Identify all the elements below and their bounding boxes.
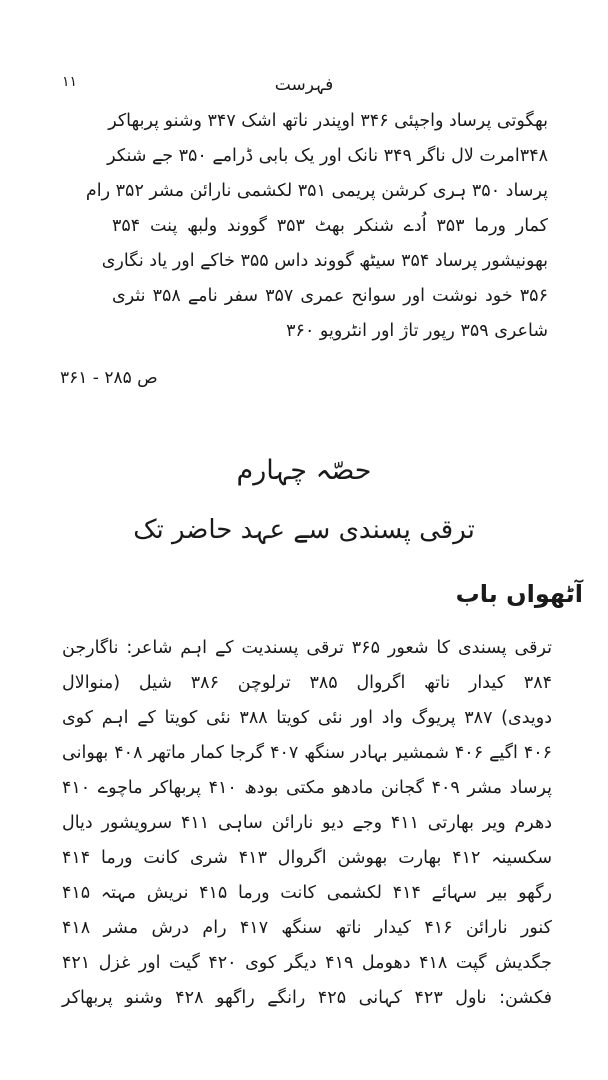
chapter-heading: آٹھواں باب	[455, 580, 583, 608]
toc-line: ۳۴۸امرت لال ناگر ۳۴۹ نانک اور یک بابی ڈرامے ۳۵۰ جے شنکر	[107, 146, 548, 166]
toc-line: سکسینہ ۴۱۲ بھارت بھوشن اگروال ۴۱۳ شری کانت ورما ۴۱۴	[62, 848, 552, 868]
toc-line: رگھو بیر سہائے ۴۱۴ لکشمی کانت ورما ۴۱۵ نریش مہتہ ۴۱۵	[62, 883, 553, 903]
toc-section-one	[85, 104, 548, 349]
toc-chapter-eight	[62, 631, 552, 1016]
toc-line: ۳۸۴ کیدار ناتھ اگروال ۳۸۵ ترلوچن ۳۸۶ شیل (منوالال	[62, 673, 552, 693]
toc-line: ۴۰۶ اگیے ۴۰۶ شمشیر بہادر سنگھ ۴۰۷ گرجا کمار ماتھر ۴۰۸ بھوانی	[62, 743, 553, 763]
toc-line: پرساد ۳۵۰ ہری کرشن پریمی ۳۵۱ لکشمی نارائن مشر ۳۵۲ رام	[85, 181, 548, 201]
toc-line: بھگوتی پرساد واجپئی ۳۴۶ اوپندر ناتھ اشک ۳۴۷ وشنو پربھاکر	[108, 111, 548, 131]
toc-line: شاعری ۳۵۹ رپور تاژ اور انٹرویو ۳۶۰	[286, 321, 548, 341]
toc-line: فکشن: ناول ۴۲۳ کہانی ۴۲۵ رانگے راگھو ۴۲۸ وشنو پربھاکر	[62, 988, 552, 1008]
toc-line: دویدی) ۳۸۷ پریوگ واد اور نئی کویتا ۳۸۸ نئی کویتا کے اہم کوی	[62, 708, 552, 728]
toc-line: جگدیش گپت ۴۱۸ دھومل ۴۱۹ دیگر کوی ۴۲۰ گیت اور غزل ۴۲۱	[62, 953, 552, 973]
toc-line: بھونیشور پرساد ۳۵۴ سیٹھ گووند داس ۳۵۵ خاکے اور یاد نگاری	[101, 251, 548, 271]
part-title: حصّہ چہارم	[236, 455, 372, 486]
toc-line: ۳۵۶ خود نوشت اور سوانح عمری ۳۵۷ سفر نامے ۳۵۸ نثری	[112, 286, 548, 306]
part-subtitle: ترقی پسندی سے عہد حاضر تک	[133, 515, 475, 545]
page-range: ص ۲۸۵ - ۳۶۱	[60, 368, 158, 388]
toc-line: کنور نارائن ۴۱۶ کیدار ناتھ سنگھ ۴۱۷ رام درش مشر ۴۱۸	[62, 918, 552, 938]
toc-line: ترقی پسندی کا شعور ۳۶۵ ترقی پسندیت کے اہم شاعر: ناگارجن	[62, 638, 553, 658]
running-header: فہرست	[274, 75, 334, 95]
toc-line: کمار ورما ۳۵۳ اُدے شنکر بھٹ ۳۵۳ گووند ولبھ پنت ۳۵۴	[112, 216, 548, 236]
page-number: ۱۱	[62, 74, 78, 90]
toc-line: پرساد مشر ۴۰۹ گجانن مادھو مکتی بودھ ۴۱۰ پربھاکر ماچوے ۴۱۰	[62, 778, 552, 798]
toc-line: دھرم ویر بھارتی ۴۱۱ وجے دیو نارائن ساہی ۴۱۱ سرویشور دیال	[62, 813, 552, 833]
